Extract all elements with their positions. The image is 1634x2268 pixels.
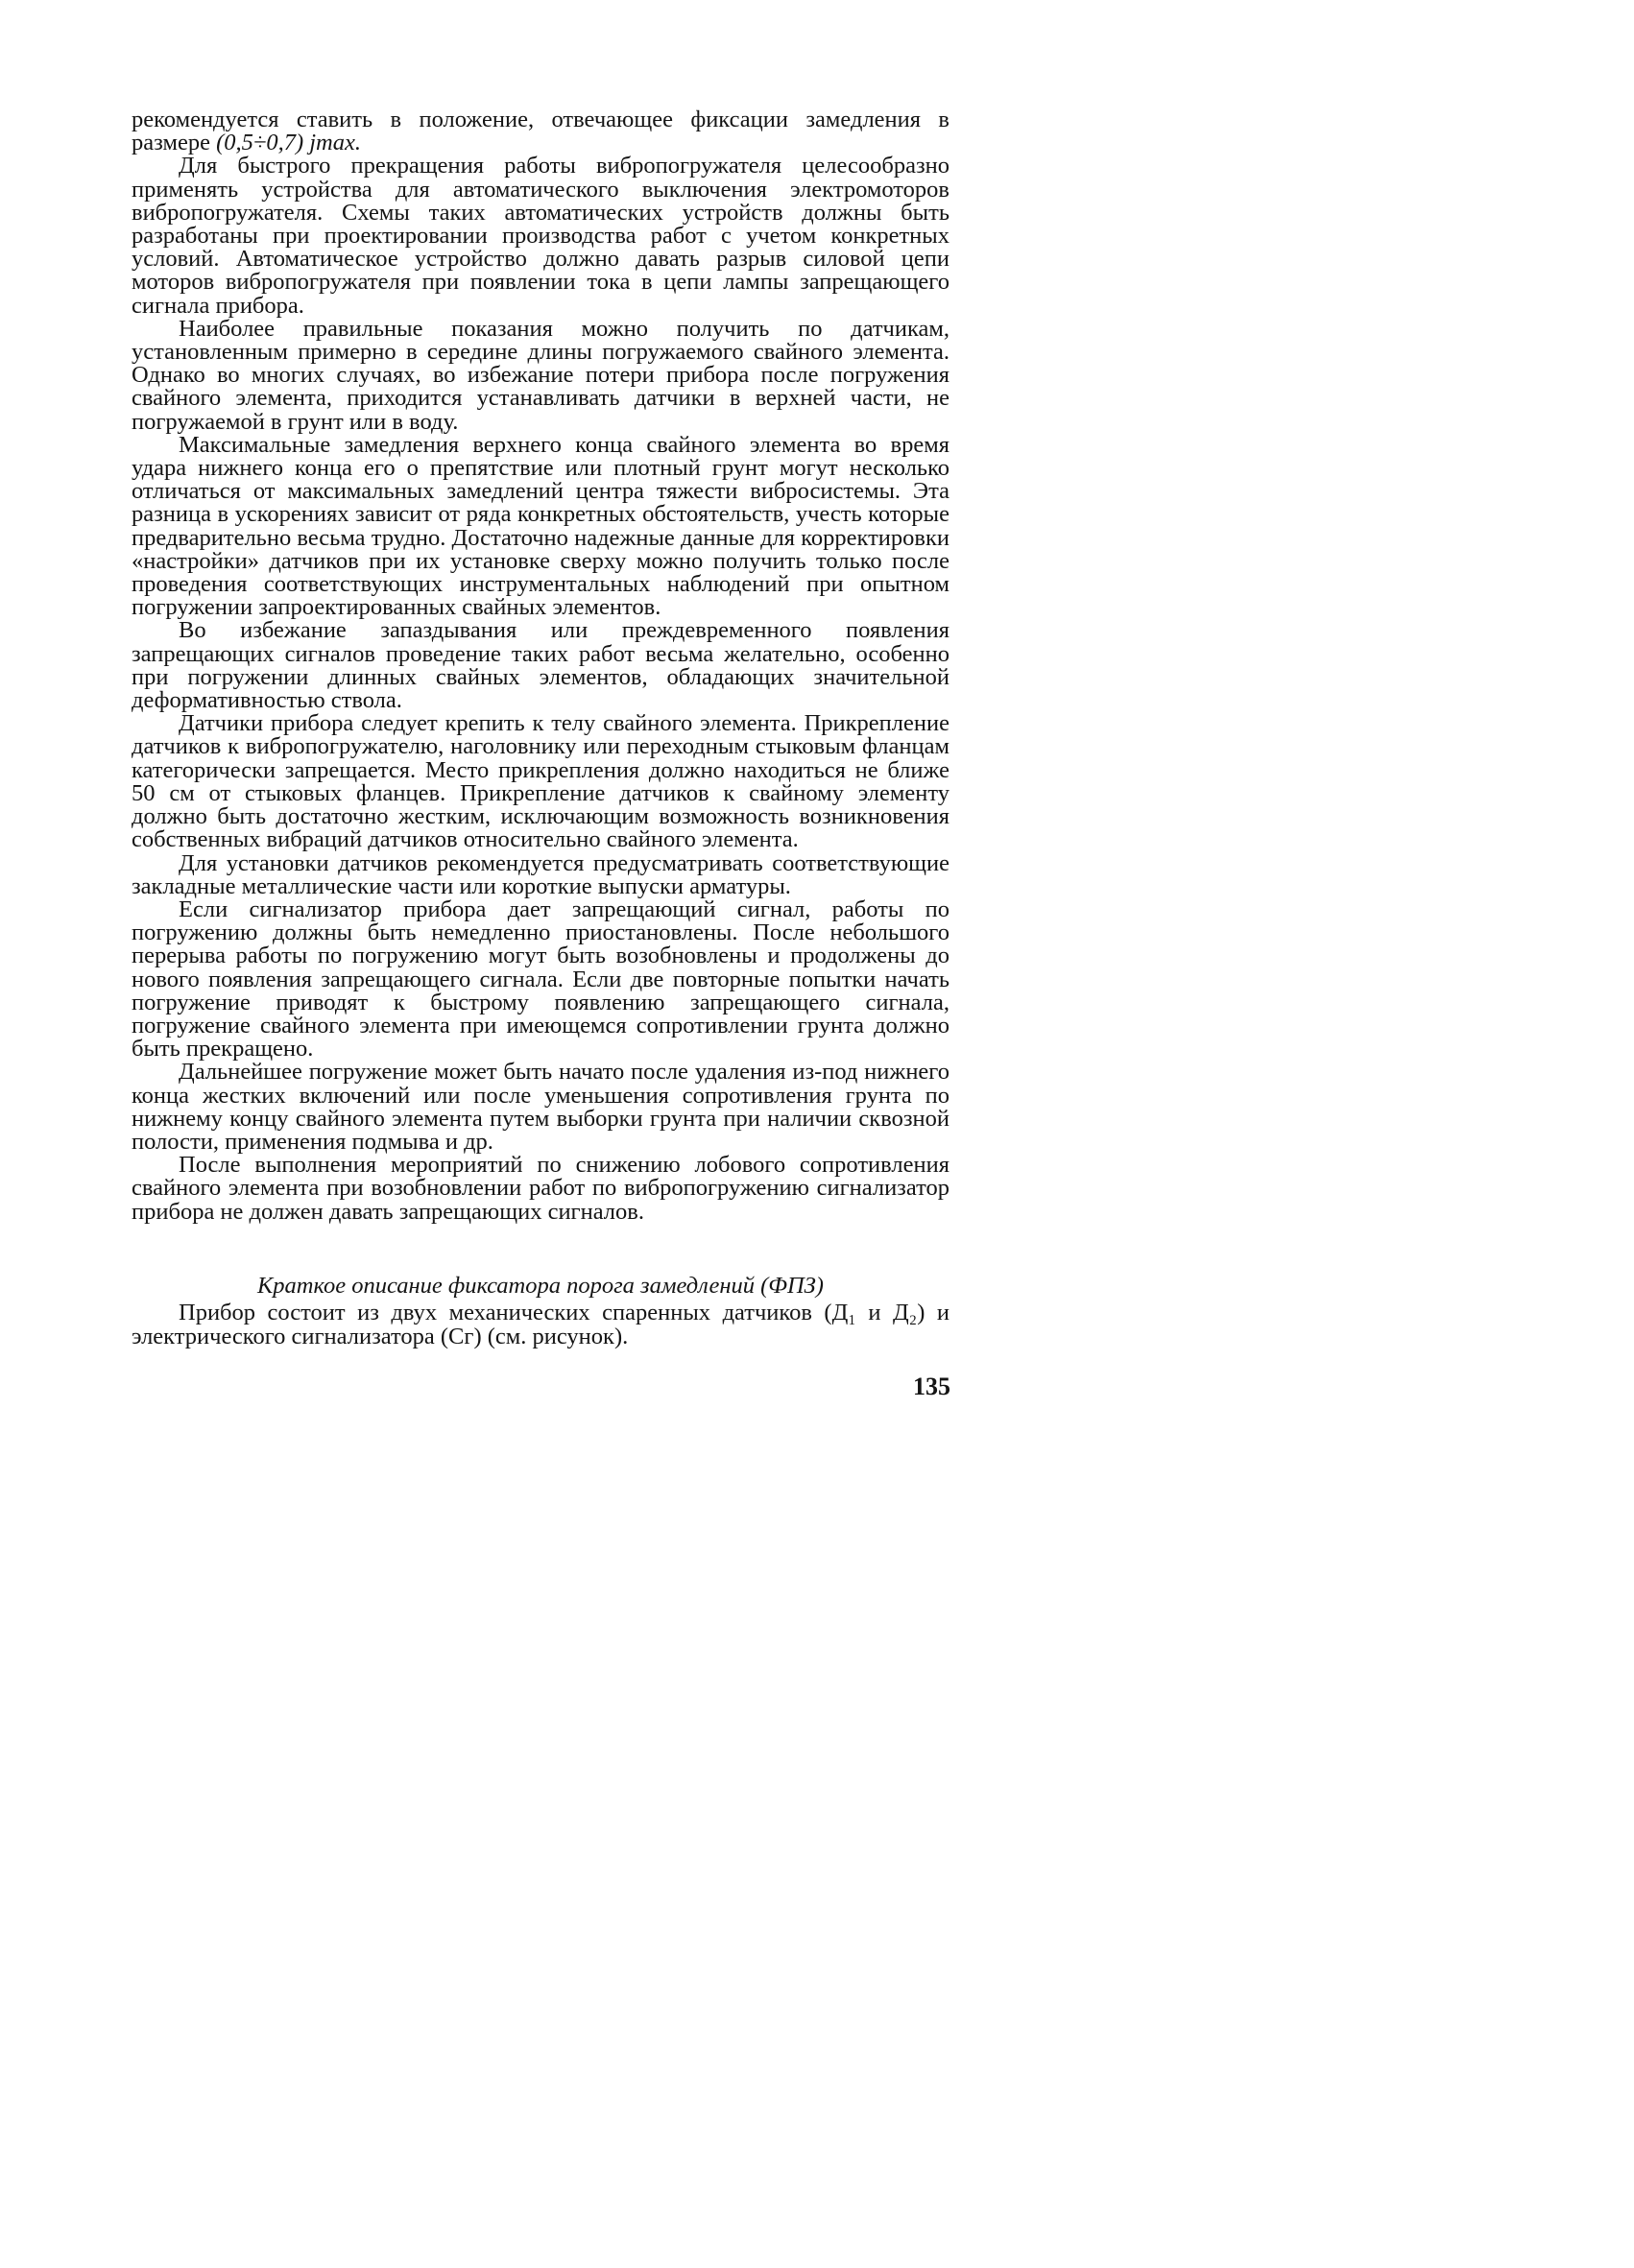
paragraph-max-deceleration: Максимальные замедления верхнего конца свайного элемента во время удара нижнего конца его о препятствие или плотный грунт могут несколько отличаться от максимальных замедлений центра тяжести вибросистемы. Эта разница в ускорениях зависит от ряда конкретных обстоятельств, учесть которые предварительно весьма трудно. Достаточно надежные данные для корректировки «настройки» датчиков при их установке сверху можно получить только после проведения соответствующих инструментальных наблюдений при опытном погружении запроектированных свайных элементов.: [132, 431, 949, 621]
paragraph-resume-driving: Дальнейшее погружение может быть начато после удаления из-под нижнего конца жестких включений или после уменьшения сопротивления грунта по нижнему концу свайного элемента путем выборки грунта при наличии сквозной полости, применения подмыва и др.: [132, 1059, 949, 1155]
document-page: [0, 0, 1086, 1536]
paragraph-stop-signal: Если сигнализатор прибора дает запрещающий сигнал, работы по погружению должны быть немедленно приостановлены. После небольшого перерыва работы по погружению могут быть возобновлены и продолжены до нового появления запрещающего сигнала. Если две повторные попытки начать погружение приводят к быстрому появлению запрещающего сигнала, погружение свайного элемента при имеющемся сопротивлении грунта должно быть прекращено.: [132, 895, 949, 1062]
paragraph-sensor-mounting: Датчики прибора следует крепить к телу свайного элемента. Прикрепление датчиков к вибропогружателю, наголовнику или переходным стыковым фланцам категорически запрещается. Место прикрепления должно находиться не ближе 50 см от стыковых фланцев. Прикрепление датчиков к свайному элементу должно быть достаточно жестким, исключающим возможность возникновения собственных вибраций датчиков относительно свайного элемента.: [132, 710, 949, 853]
paragraph-continuation: [132, 108, 949, 155]
paragraph-after-measures: После выполнения мероприятий по снижению лобового сопротивления свайного элемента при возобновлении работ по вибропогружению сигнализатор прибора не должен давать запрещающих сигналов.: [132, 1152, 949, 1225]
paragraph-device-description: Прибор состоит из двух механических спаренных датчиков (Д₁ и Д₂) и электрического сигнализатора (Сг) (см. рисунок).: [132, 1300, 949, 1349]
paragraph-signal-timing: Во избежание запаздывания или преждевременного появления запрещающих сигналов проведение таких работ весьма желательно, особенно при погружении длинных свайных элементов, обладающих значительной деформативностью ствола.: [132, 617, 949, 714]
paragraph-auto-shutdown: Для быстрого прекращения работы вибропогружателя целесообразно применять устройства для автоматического выключения электромоторов вибропогружателя. Схемы таких автоматических устройств должны быть разработаны при проектировании производства работ с учетом конкретных условий. Автоматическое устройство должно давать разрыв силовой цепи моторов вибропогружателя при появлении тока в цепи лампы запрещающего сигнала прибора.: [132, 153, 949, 319]
paragraph-sensor-placement: Наиболее правильные показания можно получить по датчикам, установленным примерно в середине длины погружаемого свайного элемента. Однако во многих случаях, во избежание потери прибора после погружения свайного элемента, приходится устанавливать датчики в верхней части, не погружаемой в грунт или в воду.: [132, 315, 949, 435]
paragraph-text: рекомендуется ставить в положение, отвечающее фиксации замедления в размере: [132, 107, 949, 156]
section-heading: Краткое описание фиксатора порога замедлений (ФПЗ): [257, 1273, 824, 1299]
body-text: [132, 108, 949, 1224]
deceleration-formula: (0,5÷0,7) jmax.: [216, 130, 361, 156]
section-body: [132, 1301, 949, 1349]
paragraph-embedded-parts: Для установки датчиков рекомендуется предусматривать соответствующие закладные металлические части или короткие выпуски арматуры.: [132, 849, 949, 899]
page-number: 135: [913, 1373, 950, 1400]
